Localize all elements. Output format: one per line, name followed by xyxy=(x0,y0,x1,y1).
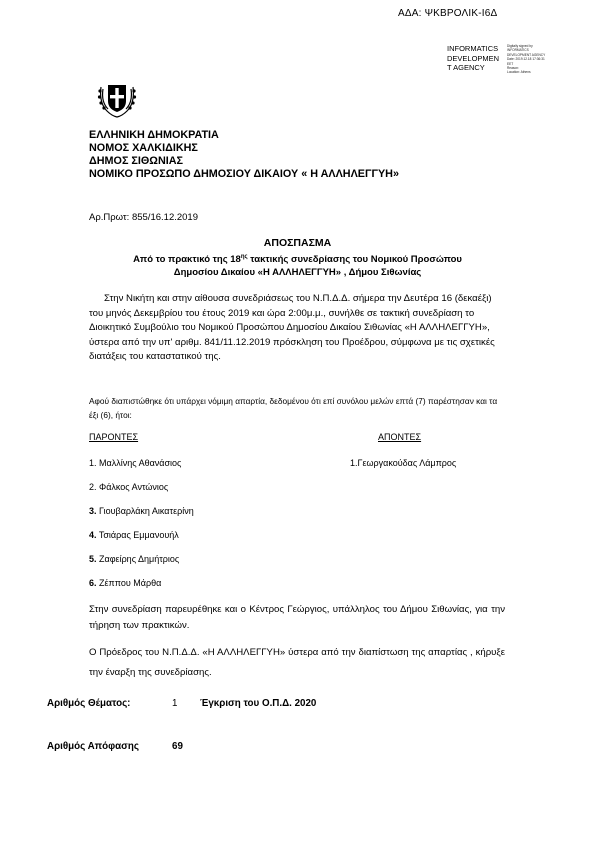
absent-heading: ΑΠΟΝΤΕΣ xyxy=(378,432,422,442)
signature-detail-line: Date: 2019.12.18 17:36:31 xyxy=(507,57,545,62)
present-member xyxy=(89,458,181,468)
agency-line: INFORMATICS xyxy=(447,44,499,53)
authority-line: ΝΟΜΙΚΟ ΠΡΟΣΩΠΟ ΔΗΜΟΣΙΟΥ ΔΙΚΑΙΟΥ « Η ΑΛΛΗΛΕΓΓΥΗ» xyxy=(89,168,399,180)
present-member xyxy=(89,530,179,540)
signature-detail-line: EET xyxy=(507,61,514,66)
subject-number-value: 1 xyxy=(172,698,178,709)
decision-number-value: 69 xyxy=(172,741,183,752)
member-name: Φάλκος Αντώνιος xyxy=(96,482,169,492)
quorum-paragraph: Αφού διαπιστώθηκε ότι υπάρχει νόμιμη απαρτία, δεδομένου ότι επί συνόλου μελών επτά (7) παρέστησαν και τα έξι (6), ήτοι: xyxy=(89,396,498,420)
member-name: Μαλλίνης Αθανάσιος xyxy=(96,458,182,468)
authority-line: ΝΟΜΟΣ ΧΑΛΚΙΔΙΚΗΣ xyxy=(89,142,198,154)
signature-detail-line: Reason: xyxy=(507,66,519,71)
present-heading: ΠΑΡΟΝΤΕΣ xyxy=(89,432,139,442)
issuing-authority xyxy=(89,129,399,181)
document-title: ΑΠΟΣΠΑΣΜΑ xyxy=(263,237,332,249)
subtitle-superscript: ης xyxy=(240,254,248,260)
member-number: 3. xyxy=(89,506,97,516)
member-number: 4. xyxy=(89,530,97,540)
document-subtitle xyxy=(80,251,515,279)
member-number: 5. xyxy=(89,554,97,564)
signature-detail-line: Location: Athens xyxy=(507,70,531,75)
present-member xyxy=(89,482,168,492)
signature-agency-name xyxy=(447,44,505,73)
meeting-intro-paragraph: Στην Νικήτη και στην αίθουσα συνεδριάσεως του Ν.Π.Δ.Δ. σήμερα την Δευτέρα 16 (δεκαέξι) του μηνός Δεκεμβρίου του έτους 2019 και ώρα 2:00μ.μ., συνήλθε σε τακτική συνεδρίαση το Διοικητικό Συμβούλιο του Νομικού Προσώπου Δημοσίου Δικαίου Σιθωνίας «Η ΑΛΛΗΛΕΓΓΥΗ», ύστερα από την υπ' αριθμ. 841/11.12.2019 πρόσκληση του Προέδρου, σύμφωνα με τις σχετικές διατάξεις του καταστατικού της. xyxy=(89,293,495,363)
signature-detail-line: DEVELOPMENT AGENCY xyxy=(507,52,546,57)
greek-coat-of-arms-icon xyxy=(95,77,139,121)
protocol-number: Αρ.Πρωτ: 855/16.12.2019 xyxy=(89,212,198,223)
subject-title: Έγκριση του Ο.Π.Δ. 2020 xyxy=(200,698,317,709)
agency-line: DEVELOPMEN xyxy=(447,53,500,63)
subtitle-line-1 xyxy=(80,251,515,266)
member-name: Ζαφείρης Δημήτριος xyxy=(96,554,180,564)
ada-code: ΑΔΑ: ΨΚΒΡΟΛΙΚ-Ι6Δ xyxy=(398,8,498,19)
opening-paragraph: Ο Πρόεδρος του Ν.Π.Δ.Δ. «Η ΑΛΛΗΛΕΓΓΥΗ» ύστερα από την διαπίστωση της απαρτίας , κήρυξε την έναρξη της συνεδρίασης. xyxy=(89,647,505,678)
member-number: 1. xyxy=(89,458,97,468)
subtitle-line-2: Δημοσίου Δικαίου «Η ΑΛΛΗΛΕΓΓΥΗ» , Δήμου Σιθωνίας xyxy=(173,267,422,279)
present-member xyxy=(89,506,194,516)
authority-line: ΕΛΛΗΝΙΚΗ ΔΗΜΟΚΡΑΤΙΑ xyxy=(89,129,219,141)
agency-line: T AGENCY xyxy=(447,63,485,72)
minutes-keeper-paragraph: Στην συνεδρίαση παρευρέθηκε και ο Κέντρος Γεώργιος, υπάλληλος του Δήμου Σιθωνίας, για την τήρηση των πρακτικών. xyxy=(89,604,505,631)
decision-number-label: Αριθμός Απόφασης xyxy=(47,741,139,752)
member-number: 2. xyxy=(89,482,97,492)
absent-member: 1.Γεωργακούδας Λάμπρος xyxy=(350,458,457,468)
present-member xyxy=(89,554,179,564)
present-member xyxy=(89,578,161,588)
subtitle-text: Από το πρακτικό της 18 xyxy=(133,254,241,266)
signature-detail-line: Digitally signed by xyxy=(507,44,533,48)
authority-line: ΔΗΜΟΣ ΣΙΘΩΝΙΑΣ xyxy=(89,155,184,167)
member-number: 6. xyxy=(89,578,97,588)
subtitle-text: τακτικής συνεδρίασης του Νομικού Προσώπου xyxy=(247,254,462,266)
member-name: Γιουβαρλάκη Αικατερίνη xyxy=(96,506,194,516)
member-name: Τσιάρας Εμμανουήλ xyxy=(96,530,179,540)
signature-detail-line: INFORMATICS xyxy=(507,48,529,53)
member-name: Ζέππου Μάρθα xyxy=(96,578,162,588)
signature-details xyxy=(507,44,549,75)
subject-number-label: Αριθμός Θέματος: xyxy=(47,698,131,709)
